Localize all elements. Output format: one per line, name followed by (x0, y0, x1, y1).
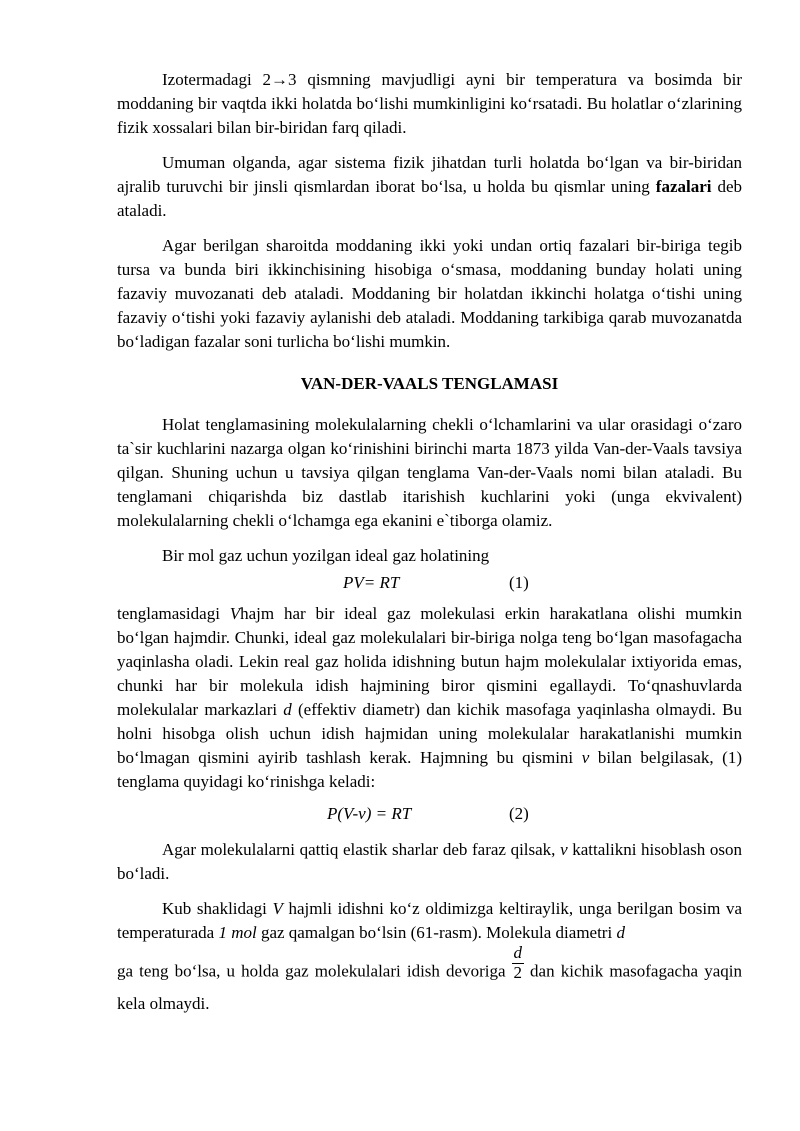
document-page (117, 68, 742, 1016)
equation-formula: P(V-v) = RT (327, 804, 412, 823)
text: ga teng bo‘lsa, u holda gaz molekulalari idish devoriga (117, 961, 506, 981)
fraction-denominator: 2 (513, 963, 523, 982)
fraction-d-over-2 (512, 943, 525, 982)
paragraph-ideal-gas: Bir mol gaz uchun yozilgan ideal gaz holatining (162, 546, 490, 565)
paragraph-van-der-waals-intro: Holat tenglamasining molekulalarning chekli o‘lchamlarini va ular orasidagi o‘zaro ta`sir kuchlarini nazarga olgan ko‘rinishini birinchi marta 1873 yilda Van-der-Vaals tavsiya qilgan. Shuning uchun u tavsiya qilgan tenglama Van-der-Vaals nomi bilan ataladi. Bu tenglamani chiqarishda biz dastlab itarishish kuchlarini yoki (unga ekvivalent) molekulalarning chekli o‘lchamga ega ekanini e`tiborga olamiz. (117, 415, 742, 530)
text: deb ataladi. (117, 177, 743, 220)
paragraph-phase-equilibrium: Agar berilgan sharoitda moddaning ikki yoki undan ortiq fazalari bir-biriga tegib tursa va bunda biri ikkinchisining hisobiga o‘smasa, moddaning bunday holati uning fazaviy muvozanati deb ataladi. Moddaning bir holatdan ikkinchi holatga o‘tishi uning fazaviy o‘tishi yoki fazaviy aylanishi deb ataladi. Moddaning tarkibiga qarab muvozanatda bo‘ladigan fazalar soni turlicha bo‘lishi mumkin. (117, 236, 742, 351)
text: gaz qamalgan bo‘lsin (61-rasm). Molekula diametri (260, 923, 613, 942)
italic-symbol: v (560, 840, 568, 859)
paragraph-volume (117, 602, 742, 794)
equation-formula: PV= RT (343, 573, 400, 592)
text: (effektiv diametr) dan kichik masofaga yaqinlasha olmaydi. Bu holni hisobga olish uchun idish hajmidan uning molekulalar harakatlanishi mumkin bo‘lmagan qismini ayirib tashlash kerak. Hajmning bu qismini (117, 700, 742, 767)
paragraph-cube-vessel-cont (117, 943, 742, 1016)
bold-term: fazalari (655, 177, 712, 196)
equation-2 (117, 804, 742, 828)
text: Agar molekulalarni qattiq elastik sharlar deb faraz qilsak, (162, 840, 556, 859)
text: dan kichik masofagacha yaqin kela olmaydi. (117, 961, 742, 1013)
paragraph-phases (117, 151, 742, 223)
paragraph-cube-vessel (117, 897, 742, 945)
arrow-symbol: → (271, 70, 289, 89)
italic-symbol: V (272, 899, 283, 918)
text: tenglamasidagi (117, 604, 220, 623)
italic-symbol: V (229, 604, 241, 623)
section-heading: VAN-DER-VAALS TENGLAMASI (300, 374, 559, 393)
italic-symbol: v (581, 748, 590, 767)
italic-term: 1 mol (218, 923, 257, 942)
italic-symbol: d (616, 923, 625, 942)
text: kattalikni hisoblash oson bo‘ladi. (117, 840, 743, 883)
equation-number: (1) (509, 573, 529, 592)
paragraph-hard-spheres (117, 838, 742, 886)
text: hajm har bir ideal gaz molekulasi erkin harakatlana olishi mumkin bo‘lgan hajmdir. Chunki, ideal gaz molekulalari bir-biriga nolga teng bo‘lgan masofagacha yaqinlasha oladi. Lekin real gaz holida idishning butun hajm molekulalar ixtiyorida emas, chunki har bir molekula idish hajmining biror qismini egallaydi. To‘qnashuvlarda molekulalar markazlari (117, 604, 743, 719)
text: Izotermadagi 2 (162, 70, 272, 89)
text: Umuman olganda, agar sistema fizik jihatdan turli holatda bo‘lgan va bir-biridan ajralib turuvchi bir jinsli qismlardan iborat bo‘lsa, u holda bu qismlar uning (117, 153, 742, 196)
fraction-numerator: d (513, 943, 523, 962)
equation-number: (2) (509, 804, 529, 823)
text: 3 qismning mavjudligi ayni bir temperatura va bosimda bir moddaning bir vaqtda ikki holatda bo‘lishi mumkinligini ko‘rsatadi. Bu holatlar o‘zlarining fizik xossalari bilan bir-biridan farq qiladi. (117, 70, 742, 137)
text: hajmli idishni ko‘z oldimizga keltiraylik, unga berilgan bosim va temperaturada (117, 899, 743, 942)
text: bilan belgilasak, (1) tenglama quyidagi ko‘rinishga keladi: (117, 748, 742, 791)
equation-1 (117, 573, 742, 597)
paragraph-isotherm (117, 68, 742, 140)
text: Kub shaklidagi (162, 899, 267, 918)
italic-symbol: d (283, 700, 292, 719)
